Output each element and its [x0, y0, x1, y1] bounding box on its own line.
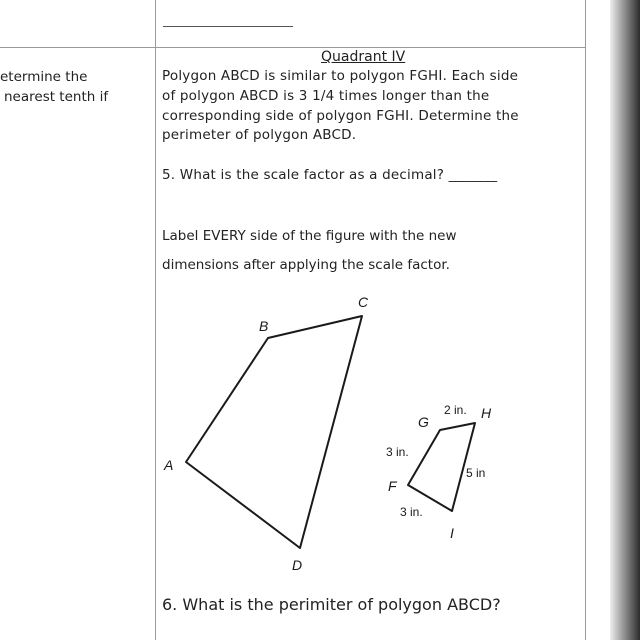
side-label-fg: 3 in. — [386, 445, 409, 459]
instruction-line-2: dimensions after applying the scale factor. — [162, 257, 450, 273]
instruction-line-1: Label EVERY side of the figure with the new — [162, 228, 457, 244]
side-label-gh: 2 in. — [444, 403, 467, 417]
polygon-abcd — [186, 316, 362, 548]
side-label-hi: 5 in — [466, 466, 486, 480]
vertex-label-i: I — [450, 525, 454, 541]
vertex-label-b: B — [259, 318, 269, 334]
vertex-label-a: A — [164, 457, 174, 473]
quadrant-title: Quadrant IV — [321, 49, 406, 65]
vertex-label-f: F — [388, 478, 397, 494]
question-6: 6. What is the perimiter of polygon ABCD? — [162, 595, 501, 614]
problem-line-2: of polygon ABCD is 3 1/4 times longer than the — [162, 88, 490, 104]
vertex-label-g: G — [418, 414, 429, 430]
problem-line-4: perimeter of polygon ABCD. — [162, 127, 357, 143]
vertex-label-d: D — [292, 557, 303, 573]
polygon-fghi — [408, 423, 475, 511]
left-column-text-1: etermine the — [0, 69, 88, 85]
side-label-fi: 3 in. — [400, 505, 423, 519]
vertex-label-c: C — [358, 294, 369, 310]
problem-line-1: Polygon ABCD is similar to polygon FGHI. Each side — [162, 68, 519, 84]
left-column-text-2: nearest tenth if — [4, 89, 109, 105]
problem-line-3: corresponding side of polygon FGHI. Determine the — [162, 108, 519, 124]
question-5: 5. What is the scale factor as a decimal? _______ — [162, 167, 498, 183]
vertex-label-h: H — [481, 405, 492, 421]
